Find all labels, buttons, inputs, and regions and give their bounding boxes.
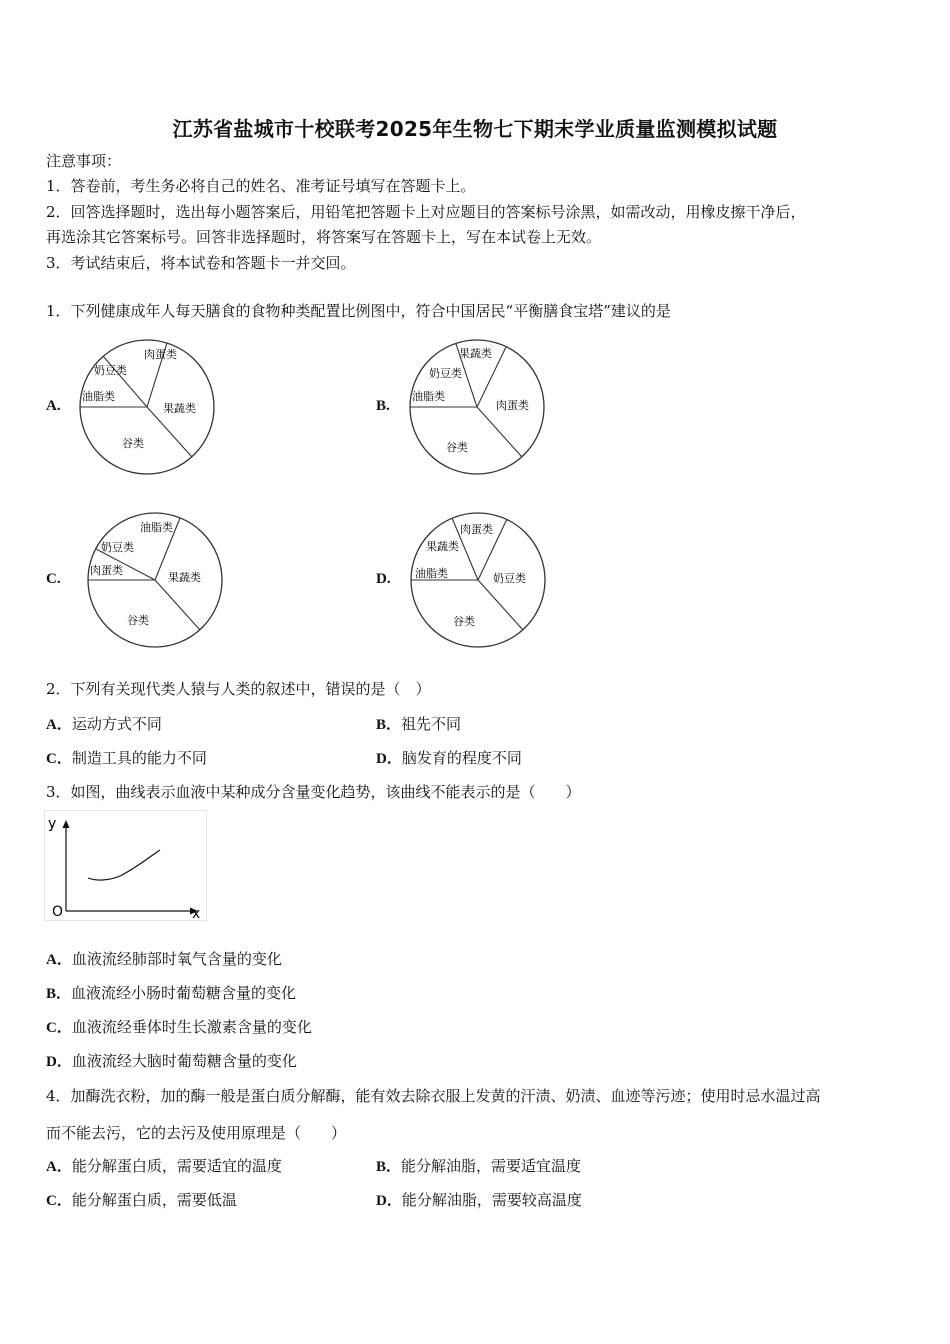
- q1-option-b-pie[interactable]: [404, 334, 550, 480]
- pie-label: 油脂类: [82, 390, 115, 403]
- pie-label: 油脂类: [415, 567, 448, 580]
- q1-option-a-letter[interactable]: A.: [46, 398, 61, 414]
- graph-y-label: y: [48, 816, 57, 832]
- q4-option-c[interactable]: C．能分解蛋白质，需要低温: [46, 1191, 237, 1209]
- pie-label: 果蔬类: [168, 571, 201, 584]
- q2-option-c[interactable]: C．制造工具的能力不同: [46, 749, 207, 767]
- pie-label: 果蔬类: [459, 347, 492, 360]
- pie-label: 奶豆类: [493, 572, 526, 585]
- q4-stem-line2: 而不能去污，它的去污及使用原理是（ ）: [46, 1124, 347, 1142]
- pie-label: 油脂类: [412, 390, 445, 403]
- pie-label: 肉蛋类: [460, 523, 493, 536]
- q1-option-d-pie[interactable]: [405, 507, 551, 653]
- q3-graph: [44, 810, 208, 922]
- q3-stem: 3．如图，曲线表示血液中某种成分含量变化趋势，该曲线不能表示的是（ ）: [46, 783, 581, 801]
- pie-label: 油脂类: [140, 521, 173, 534]
- graph-origin-label: O: [52, 904, 64, 920]
- q3-option-c[interactable]: C．血液流经垂体时生长激素含量的变化: [46, 1018, 312, 1036]
- graph-x-label: x: [192, 906, 201, 922]
- pie-label: 果蔬类: [426, 540, 459, 553]
- notice-item-1: 1．答卷前，考生务必将自己的姓名、准考证号填写在答题卡上。: [46, 177, 476, 195]
- q4-option-d[interactable]: D．能分解油脂，需要较高温度: [376, 1191, 582, 1209]
- notice-item-3: 3．考试结束后，将本试卷和答题卡一并交回。: [46, 254, 356, 272]
- q1-option-d-letter[interactable]: D.: [376, 571, 391, 587]
- q3-option-d[interactable]: D．血液流经大脑时葡萄糖含量的变化: [46, 1052, 297, 1070]
- pie-label: 果蔬类: [163, 402, 196, 415]
- q1-stem: 1．下列健康成年人每天膳食的食物种类配置比例图中，符合中国居民“平衡膳食宝塔”建议的是: [46, 302, 671, 320]
- q2-stem: 2．下列有关现代类人猿与人类的叙述中，错误的是（ ）: [46, 680, 431, 698]
- notice-item-2-cont: 再选涂其它答案标号。回答非选择题时，将答案写在答题卡上，写在本试卷上无效。: [46, 228, 602, 246]
- q4-option-b[interactable]: B．能分解油脂，需要适宜温度: [376, 1157, 582, 1175]
- q1-option-a-pie[interactable]: [74, 334, 220, 480]
- q1-option-c-pie[interactable]: [82, 507, 228, 653]
- pie-label: 谷类: [122, 437, 144, 450]
- q2-option-d[interactable]: D．脑发育的程度不同: [376, 749, 522, 767]
- pie-label: 谷类: [453, 615, 475, 628]
- pie-label: 奶豆类: [101, 541, 134, 554]
- pie-label: 谷类: [446, 441, 468, 454]
- pie-label: 肉蛋类: [90, 564, 123, 577]
- q2-option-a[interactable]: A．运动方式不同: [46, 715, 162, 733]
- q2-option-b[interactable]: B．祖先不同: [376, 715, 462, 733]
- notice-item-2: 2．回答选择题时，选出每小题答案后，用铅笔把答题卡上对应题目的答案标号涂黑，如需改动，用橡皮擦干净后，: [46, 203, 806, 221]
- notice-heading: 注意事项：: [46, 152, 122, 170]
- pie-label: 谷类: [127, 614, 149, 627]
- q3-option-a[interactable]: A．血液流经肺部时氧气含量的变化: [46, 950, 282, 968]
- pie-label: 奶豆类: [429, 367, 462, 380]
- q3-option-b[interactable]: B．血液流经小肠时葡萄糖含量的变化: [46, 984, 297, 1002]
- q4-option-a[interactable]: A．能分解蛋白质，需要适宜的温度: [46, 1157, 282, 1175]
- pie-label: 肉蛋类: [144, 348, 177, 361]
- pie-label: 肉蛋类: [496, 399, 529, 412]
- q1-option-b-letter[interactable]: B.: [376, 398, 390, 414]
- q1-option-c-letter[interactable]: C.: [46, 571, 61, 587]
- page-title: 江苏省盐城市十校联考2025年生物七下期末学业质量监测模拟试题: [172, 117, 778, 141]
- q4-stem-line1: 4．加酶洗衣粉，加的酶一般是蛋白质分解酶，能有效去除衣服上发黄的汗渍、奶渍、血迹等污迹；使用时忌水温过高: [46, 1087, 821, 1105]
- pie-label: 奶豆类: [94, 364, 127, 377]
